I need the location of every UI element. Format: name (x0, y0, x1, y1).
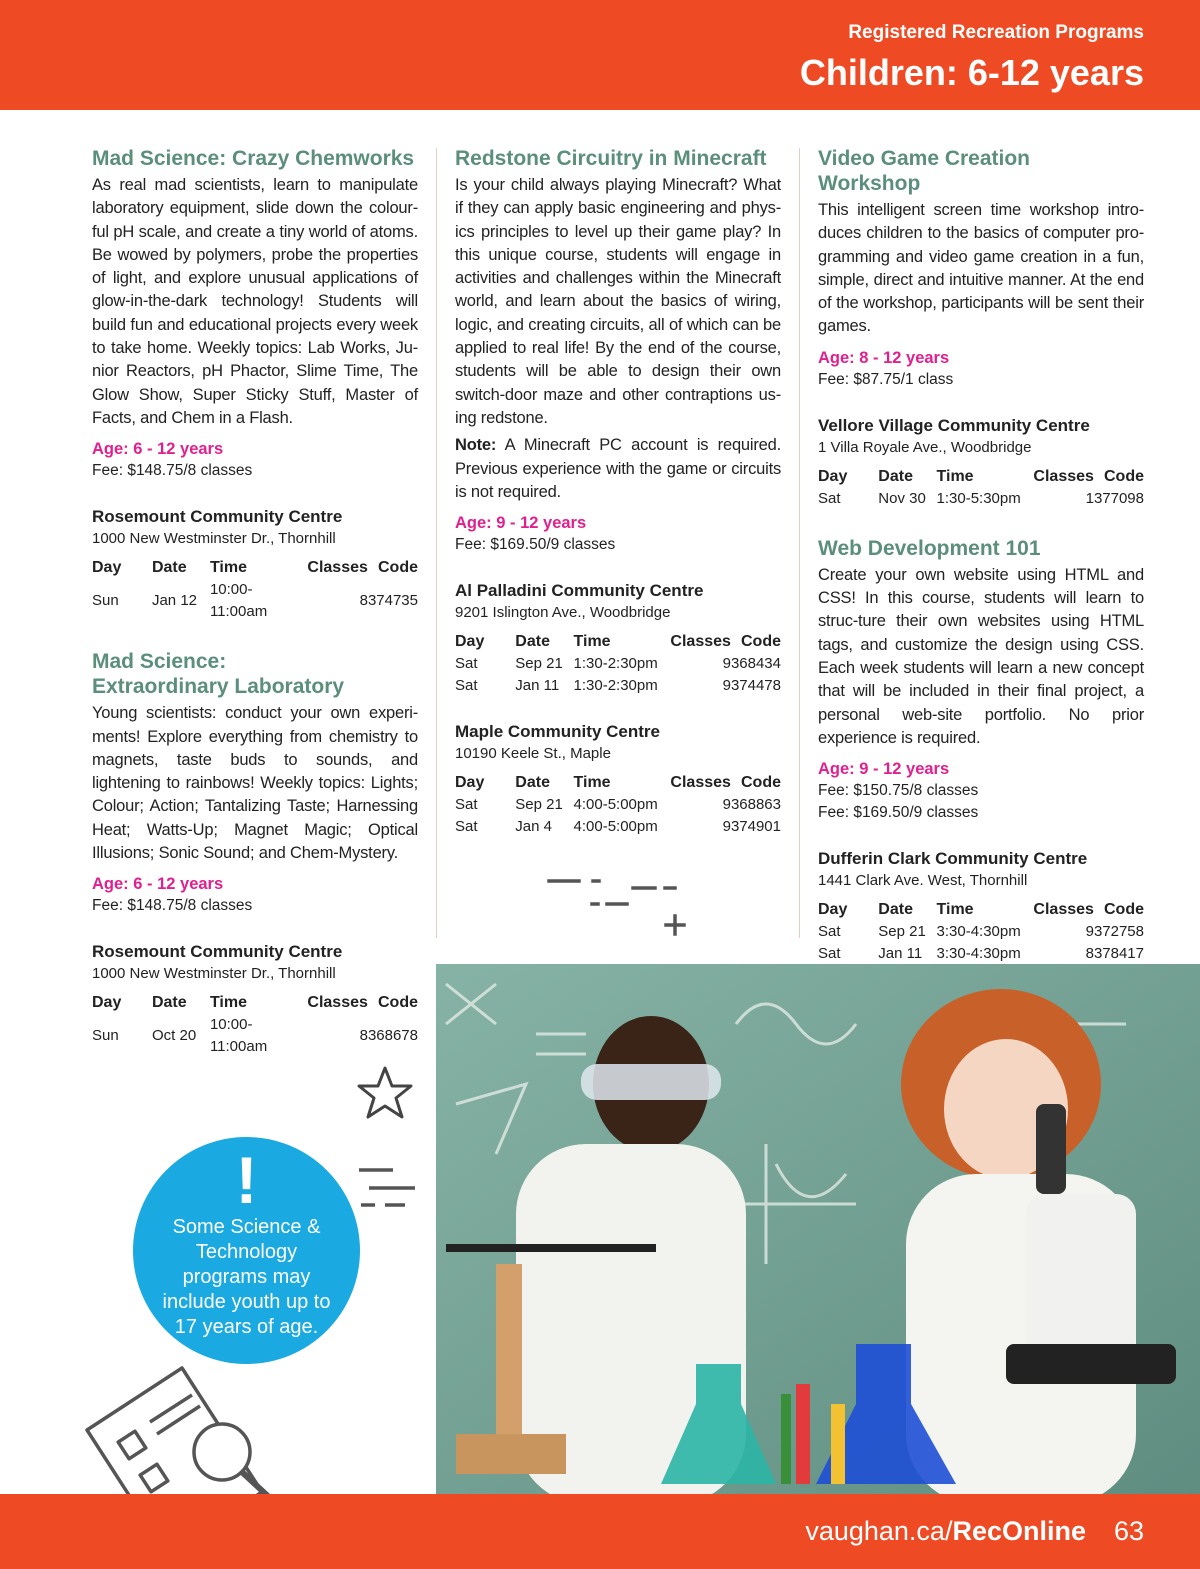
cell-time: 4:00-5:00pm (573, 796, 658, 814)
column-header-classes: Classes (670, 774, 731, 792)
cell-date: Oct 20 (151, 1027, 197, 1045)
cell-day: Sat (818, 489, 841, 507)
program-title (818, 536, 1144, 561)
program-block (818, 146, 1144, 510)
column-header-date: Date (151, 994, 187, 1012)
cell-date: Jan 11 (515, 677, 560, 695)
cell-classes: 8 (359, 1027, 368, 1045)
column-header-code: Code (1104, 467, 1144, 485)
location-address: 1441 Clark Ave. West, Thornhill (818, 872, 1028, 890)
spacer (818, 510, 1144, 536)
star-icon (355, 1064, 415, 1124)
cell-day: Sat (455, 818, 478, 836)
column-header-classes: Classes (1033, 901, 1094, 919)
cell-time: 3:30-4:30pm (936, 945, 1021, 963)
callout-text: Some Science & Technology programs may include youth up to 17 years of age. (162, 1216, 331, 1338)
table-row (92, 1014, 418, 1058)
cell-code[interactable]: 374478 (730, 677, 781, 695)
column-header-date: Date (515, 633, 550, 651)
speed-lines-icon (355, 1160, 420, 1215)
column-header-time: Time (573, 774, 611, 792)
cell-code[interactable]: 374901 (730, 818, 781, 836)
page-title: Children: 6-12 years (799, 52, 1144, 93)
table-row (92, 579, 418, 623)
cell-classes: 1 (1085, 489, 1094, 507)
program-title (92, 649, 418, 699)
program-description: Create your own website using HTML and CSS! In this course, students will learn to struc-ture their own websites using HTML tags, and customize the design using CSS. Each week students will learn a new concept that will be included in their final project, a personal web-site portfolio. No prior experience is required. (818, 565, 1144, 747)
column-header-day: Day (818, 901, 848, 919)
location-name: Vellore Village Community Centre (818, 415, 1090, 435)
schedule-table (818, 466, 1144, 510)
program-block (455, 146, 781, 838)
fee: Fee: $169.50/9 classes (455, 536, 616, 554)
cell-time: 1:30-5:30pm (936, 489, 1021, 507)
column-header-code: Code (378, 994, 418, 1012)
location-address: 9201 Islington Ave., Woodbridge (455, 604, 671, 622)
cell-classes: 9 (722, 818, 731, 836)
science-kids-photo (436, 964, 1200, 1494)
location-address: 1000 New Westminster Dr., Thornhill (92, 530, 336, 548)
schedule-table (92, 992, 418, 1058)
column-divider (799, 148, 800, 938)
cell-time: 3:30-4:30pm (936, 923, 1021, 941)
column-header-day: Day (455, 633, 485, 651)
program-block (818, 510, 1144, 965)
cell-day: Sun (92, 592, 119, 610)
section-label: Registered Recreation Programs (848, 22, 1144, 43)
schedule-header-row (818, 899, 1144, 921)
program-title (455, 146, 781, 171)
cell-time: 1:30-2:30pm (573, 655, 658, 673)
program-description: This intelligent screen time workshop intro-duces children to the basics of computer pro-gramming and video game creation in a fun, simple, direct and intuitive manner. At the end of the workshop, participants will be sent their games. (818, 201, 1144, 336)
column-header-time: Time (209, 994, 247, 1012)
cell-classes: 9 (1085, 923, 1094, 941)
program-title-line: Redstone Circuitry in Minecraft (455, 147, 767, 170)
fee: Fee: $148.75/8 classes (92, 897, 253, 915)
cell-code[interactable]: 378417 (1093, 945, 1144, 963)
cell-code[interactable]: 368434 (730, 655, 781, 673)
cell-day: Sun (92, 1027, 119, 1045)
program-title (818, 146, 1144, 196)
info-callout (133, 1137, 360, 1364)
page-number: 63 (1113, 1516, 1144, 1546)
column-header-classes: Classes (670, 633, 731, 651)
age-range: Age: 6 - 12 years (92, 440, 224, 459)
table-row (818, 488, 1144, 510)
location-name: Rosemount Community Centre (92, 942, 343, 962)
age-range: Age: 9 - 12 years (818, 760, 950, 779)
table-row (455, 675, 781, 697)
exclamation-icon: ! (235, 1143, 258, 1217)
age-range: Age: 8 - 12 years (818, 348, 950, 367)
cell-day: Sat (455, 796, 478, 814)
page-header (0, 0, 1200, 110)
note-label: Note: (455, 436, 497, 455)
cell-date: Sep 21 (515, 655, 563, 673)
column-header-code: Code (741, 633, 781, 651)
program-title-line: Mad Science: Crazy Chemworks (92, 147, 415, 170)
column-header-code: Code (741, 774, 781, 792)
schedule-header-row (92, 992, 418, 1014)
location-name: Al Palladini Community Centre (455, 581, 704, 601)
column-header-time: Time (936, 901, 974, 919)
age-range: Age: 9 - 12 years (455, 514, 587, 533)
program-block (92, 623, 418, 1058)
fee: Fee: $169.50/9 classes (818, 804, 979, 822)
program-description: Young scientists: conduct your own experi-ments! Explore everything from chemistry to magnets, taste buds to sounds, and lightening to rainbows! Weekly topics: Lights; Colour; Action; Tantalizing Taste; Harnessing Heat; Watts-Up; Magnet Magic; Optical Illusions; Sonic Sound; and Chem-Mystery. (92, 704, 418, 863)
program-title-line: Workshop (818, 172, 921, 195)
schedule-table (818, 899, 1144, 965)
location-name: Dufferin Clark Community Centre (818, 849, 1088, 869)
location-name: Maple Community Centre (455, 722, 660, 742)
schedule-table (455, 631, 781, 697)
age-range: Age: 6 - 12 years (92, 875, 224, 894)
cell-time: 10:00-11:00am (209, 1016, 268, 1056)
cell-date: Sep 21 (878, 923, 926, 941)
program-title (92, 146, 418, 171)
schedule-header-row (818, 466, 1144, 488)
location-address: 1000 New Westminster Dr., Thornhill (92, 965, 336, 983)
column-header-date: Date (878, 467, 913, 485)
cell-code[interactable]: 368863 (730, 796, 781, 814)
program-title-line: Extraordinary Laboratory (92, 675, 345, 699)
column-header-classes: Classes (307, 994, 368, 1012)
fee: Fee: $87.75/1 class (818, 370, 954, 388)
column-2 (455, 146, 781, 838)
cell-day: Sat (455, 677, 478, 695)
program-note (455, 434, 781, 504)
column-header-date: Date (515, 774, 550, 792)
cell-date: Jan 12 (151, 592, 198, 610)
cell-date: Jan 4 (515, 818, 552, 836)
program-description: As real mad scientists, learn to manipulate laboratory equipment, slide down the colour-ful pH scale, and create a tiny world of atoms. Be wowed by polymers, probe the properties of light, and explore unusual applications of glow-in-the-dark technology! Students will build fun and educational projects every week to take home. Weekly topics: Lab Works, Ju-nior Reactors, pH Phactor, Slime Time, The Glow Show, Super Sticky Stuff, Master of Facts, and Chem in a Flash. (92, 176, 418, 427)
location-address: 1 Villa Royale Ave., Woodbridge (818, 438, 1032, 456)
schedule-header-row (455, 772, 781, 794)
cell-date: Sep 21 (515, 796, 563, 814)
column-header-day: Day (92, 559, 122, 577)
column-header-time: Time (209, 559, 247, 577)
program-title-line: Web Development 101 (818, 536, 1041, 560)
column-header-classes: Classes (307, 559, 368, 577)
program-title-line: Video Game Creation (818, 147, 1031, 170)
cell-code[interactable]: 368678 (367, 1027, 418, 1045)
column-header-day: Day (455, 774, 485, 792)
table-row (455, 816, 781, 838)
column-3 (818, 146, 1144, 965)
cell-code[interactable]: 372758 (1093, 923, 1144, 941)
location-name: Rosemount Community Centre (92, 507, 343, 527)
page-footer (0, 1494, 1200, 1569)
column-header-day: Day (818, 467, 848, 485)
note-text: A Minecraft PC account is required. Previous experience with the game or circuits is not required. (455, 436, 781, 501)
table-row (455, 794, 781, 816)
cell-date: Jan 11 (878, 945, 923, 963)
table-row (818, 921, 1144, 943)
cell-classes: 8 (359, 592, 368, 610)
column-header-time: Time (573, 633, 611, 651)
column-divider (436, 148, 437, 938)
cell-classes: 8 (1085, 945, 1094, 963)
cell-date: Nov 30 (878, 489, 926, 507)
program-title-line: Mad Science: (92, 650, 227, 674)
schedule-table (455, 772, 781, 838)
cell-day: Sat (818, 923, 841, 941)
column-header-classes: Classes (1033, 467, 1094, 485)
cell-time: 1:30-2:30pm (573, 677, 658, 695)
location-address: 10190 Keele St., Maple (455, 745, 611, 763)
column-header-date: Date (878, 901, 913, 919)
cell-time: 4:00-5:00pm (573, 818, 658, 836)
column-1 (92, 146, 418, 1058)
recreation-link[interactable]: vaughan.ca/RecOnline (805, 1516, 1086, 1546)
fee: Fee: $150.75/8 classes (818, 782, 979, 800)
cell-classes: 9 (722, 677, 731, 695)
column-header-day: Day (92, 994, 122, 1012)
cell-classes: 9 (722, 796, 731, 814)
speed-lines-icon (545, 872, 690, 942)
column-header-code: Code (378, 559, 418, 577)
spacer (92, 623, 418, 649)
table-row (818, 943, 1144, 965)
table-row (455, 653, 781, 675)
program-description: Is your child always playing Minecraft? What if they can apply basic engineering and phys-ics principles to level up their game play? In this unique course, students will engage in activities and challenges within the Minecraft world, and learn about the basics of wiring, logic, and creating circuits, all of which can be applied to real life! By the end of the course, students will be able to design their own switch-door maze and other contraptions us-ing redstone. (455, 176, 781, 427)
cell-day: Sat (818, 945, 841, 963)
column-header-date: Date (151, 559, 187, 577)
schedule-table (92, 557, 418, 623)
cell-day: Sat (455, 655, 478, 673)
cell-time: 10:00-11:00am (209, 581, 268, 621)
fee: Fee: $148.75/8 classes (92, 462, 253, 480)
column-header-code: Code (1104, 901, 1144, 919)
cell-classes: 9 (722, 655, 731, 673)
cell-code[interactable]: 374735 (367, 592, 418, 610)
column-header-time: Time (936, 467, 974, 485)
schedule-header-row (92, 557, 418, 579)
cell-code[interactable]: 377098 (1093, 489, 1144, 507)
schedule-header-row (455, 631, 781, 653)
program-block (92, 146, 418, 623)
